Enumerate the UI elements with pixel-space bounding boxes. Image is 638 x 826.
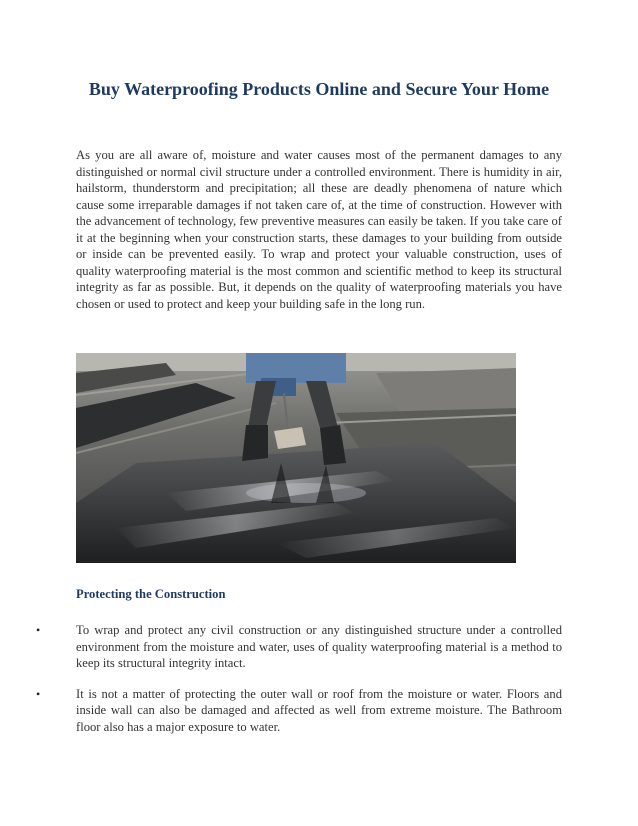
bullet-text: To wrap and protect any civil construction or any distinguished structure under a controlled environment from the moisture and water, uses of quality waterproofing material is a method to keep its structural integrity intact. — [76, 623, 562, 670]
waterproofing-photo — [76, 353, 516, 563]
document-title: Buy Waterproofing Products Online and Secure Your Home — [88, 79, 550, 99]
bullet-marker: • — [36, 623, 41, 637]
worker-boot-left — [242, 425, 268, 461]
bullet-marker: • — [36, 686, 41, 701]
intro-paragraph: As you are all aware of, moisture and water causes most of the permanent damages to any distinguished or normal civil structure under a controlled environment. There is humidity in air, hailstorm, thunderstorm and precipitation; all these are deadly phenomena of nature which cause some irreparable damages if not taken care of, at the time of construction. However with the advancement of technology, few preventive measures can easily be taken. If you take care of it at the beginning when your construction starts, these damages to your building from outside or inside can be prevented easily. To wrap and protect your valuable construction, uses of quality waterproofing material is the most common and scientific method to keep its structural integrity as far as possible. But, it depends on the quality of waterproofing materials you have chosen or used to protect and keep your building safe in the long run. — [76, 148, 562, 311]
bullet-list — [0, 622, 638, 749]
section-heading: Protecting the Construction — [76, 587, 226, 601]
list-item — [0, 622, 638, 672]
bullet-text: It is not a matter of protecting the outer wall or roof from the moisture or water. Floors and inside wall can also be damaged and affected as well from extreme moisture. The Bathroom floor also has a major exposure to water. — [76, 686, 562, 734]
reflection — [246, 483, 366, 503]
list-item — [0, 686, 638, 736]
